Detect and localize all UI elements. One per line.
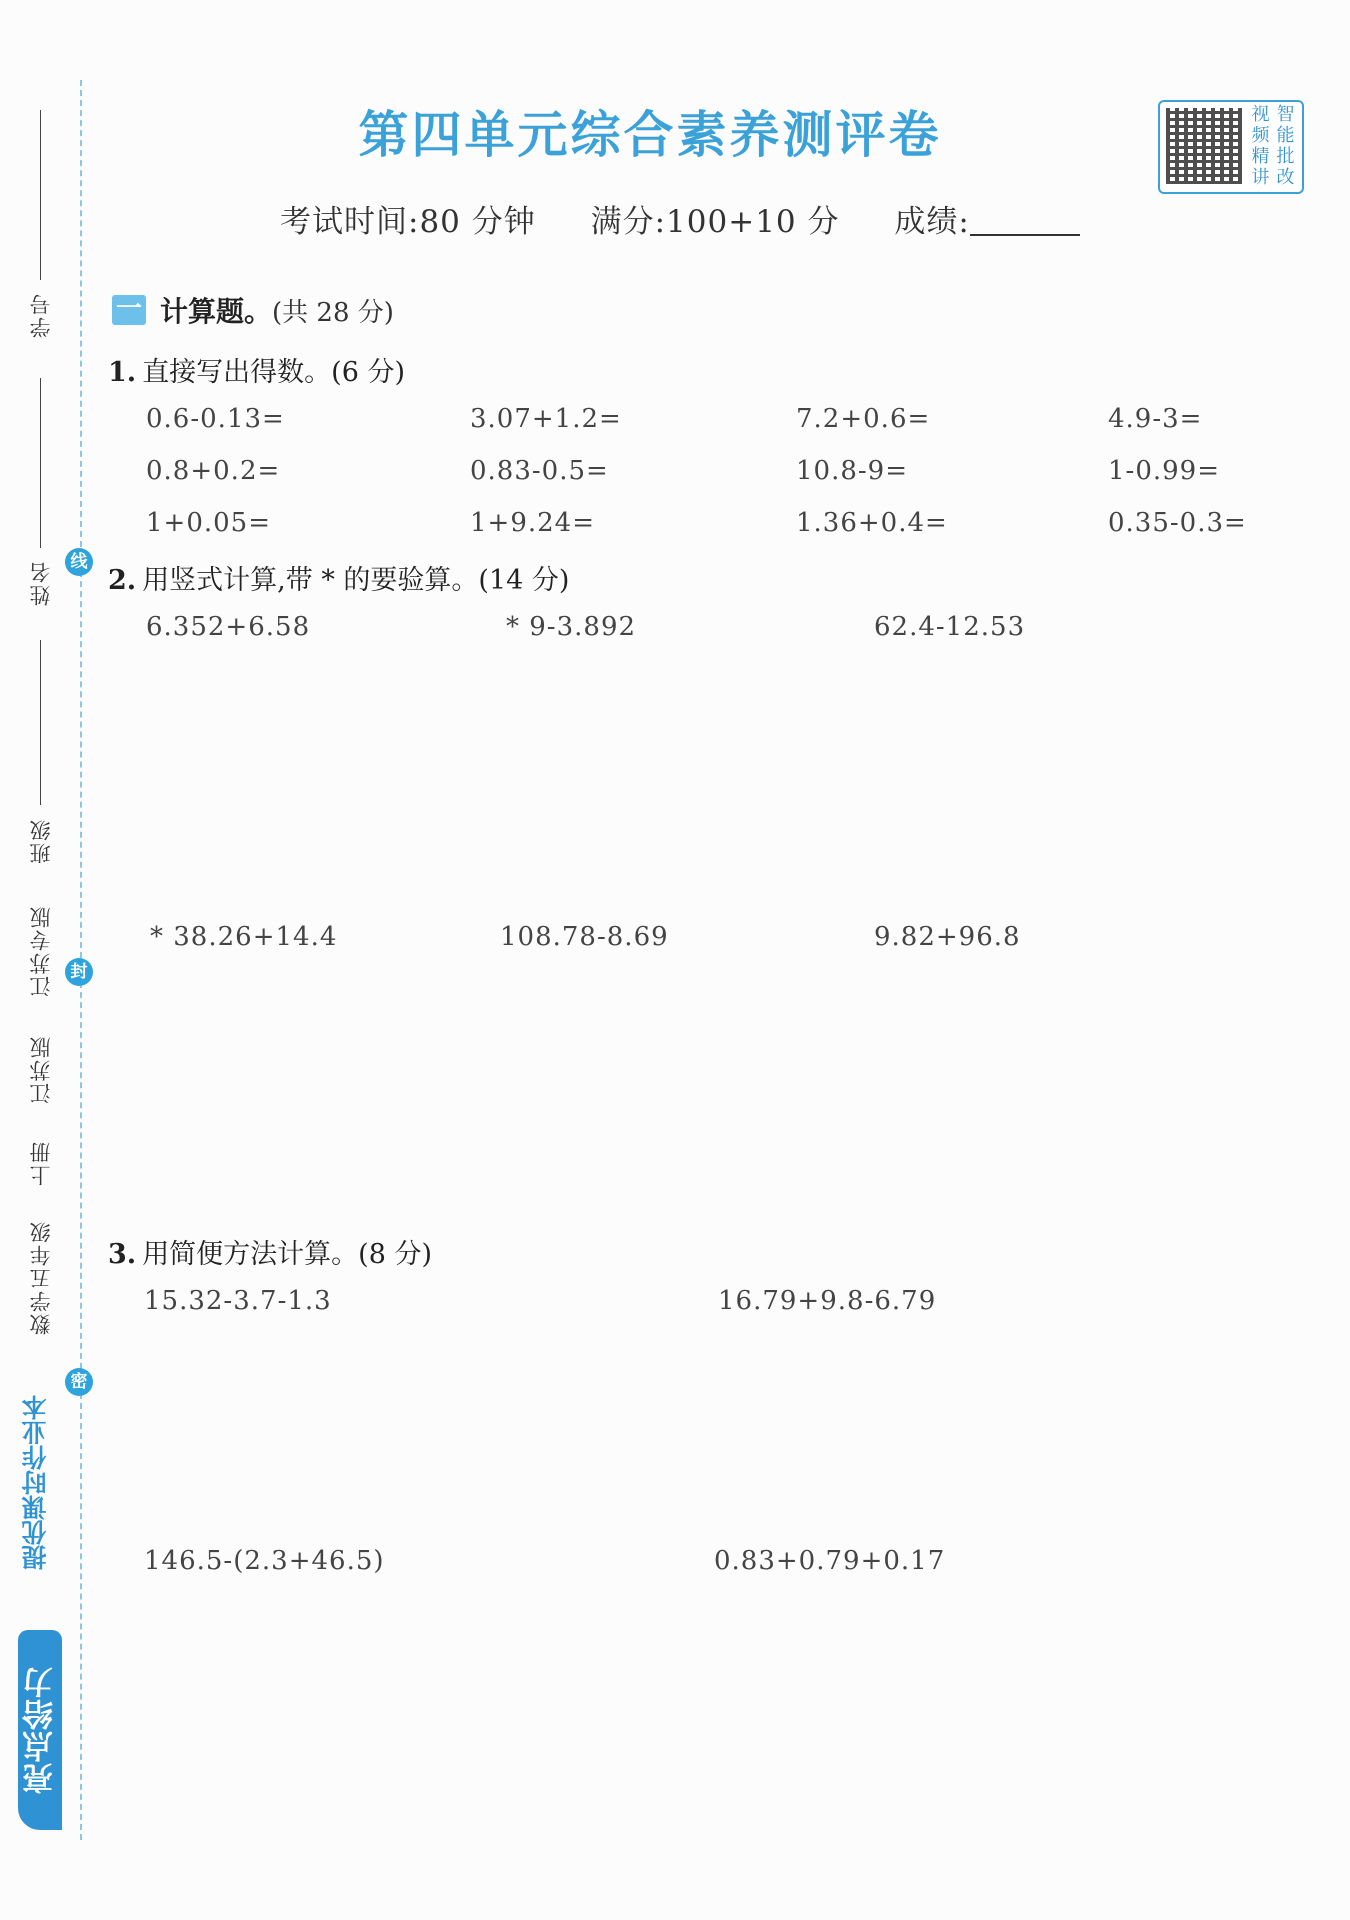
- qr-char: 能: [1276, 125, 1295, 146]
- question-text: 直接写出得数。(6 分): [142, 357, 406, 388]
- qr-char: 改: [1276, 167, 1295, 188]
- class-line: [40, 640, 41, 805]
- binding-mark-seal: 封: [65, 958, 93, 986]
- q1-item: 0.8+0.2=: [146, 456, 281, 486]
- section-number-badge: 一: [112, 295, 146, 325]
- question-text: 用简便方法计算。(8 分): [142, 1239, 433, 1270]
- q1-item: 10.8-9=: [796, 456, 909, 486]
- page-title: 第四单元综合素养测评卷: [358, 106, 942, 164]
- qr-char: 精: [1251, 146, 1270, 167]
- score-label: 成绩:: [894, 204, 970, 240]
- q2-item: 108.78-8.69: [500, 922, 669, 952]
- exam-time: 考试时间:80 分钟: [280, 204, 536, 240]
- q2-item: * 38.26+14.4: [150, 922, 338, 952]
- q3-item: 0.83+0.79+0.17: [714, 1546, 946, 1576]
- volume-label: 上册: [29, 1140, 53, 1186]
- q2-item: * 9-3.892: [506, 612, 637, 642]
- question-number: 3.: [108, 1239, 137, 1270]
- class-label: 班级: [29, 818, 53, 864]
- q2-item: 9.82+96.8: [874, 922, 1021, 952]
- qr-char: 视: [1251, 104, 1270, 125]
- series-label: 提优课时作业本: [21, 1395, 50, 1570]
- binding-mark-line: 线: [65, 548, 93, 576]
- q1-item: 1.36+0.4=: [796, 508, 948, 538]
- question-number: 2.: [108, 565, 137, 596]
- subject-label: 数学五年级: [29, 1220, 53, 1335]
- question-number: 1.: [108, 357, 137, 388]
- score-blank[interactable]: [970, 234, 1080, 236]
- q1-item: 1+0.05=: [146, 508, 272, 538]
- section-score: (共 28 分): [272, 297, 394, 328]
- edition-label-2: 江苏版: [29, 1035, 53, 1104]
- section-title: 计算题。: [160, 295, 273, 328]
- question-text: 用竖式计算,带 * 的要验算。(14 分): [142, 565, 570, 596]
- q1-item: 1+9.24=: [470, 508, 596, 538]
- binding-mark-secret: 密: [65, 1368, 93, 1396]
- q3-item: 16.79+9.8-6.79: [718, 1286, 937, 1316]
- section-heading: [112, 290, 394, 330]
- q2-item: 6.352+6.58: [146, 612, 311, 642]
- q1-item: 3.07+1.2=: [470, 404, 622, 434]
- name-line: [40, 378, 41, 548]
- question-1-heading: [108, 350, 405, 389]
- q1-item: 1-0.99=: [1108, 456, 1221, 486]
- name-label: 姓名: [29, 560, 53, 606]
- student-id-line: [40, 110, 41, 280]
- qr-char: 讲: [1251, 167, 1270, 188]
- question-3-heading: [108, 1232, 432, 1271]
- qr-caption: [1248, 104, 1298, 188]
- qr-char: 频: [1251, 125, 1270, 146]
- q1-item: 4.9-3=: [1108, 404, 1203, 434]
- q1-item: 0.6-0.13=: [146, 404, 285, 434]
- qr-code-icon[interactable]: [1166, 108, 1242, 184]
- q3-item: 146.5-(2.3+46.5): [144, 1546, 385, 1576]
- full-score: 满分:100+10 分: [590, 204, 840, 240]
- student-id-label: 学号: [29, 292, 53, 338]
- qr-char: 批: [1276, 146, 1295, 167]
- q1-item: 0.83-0.5=: [470, 456, 609, 486]
- brand-logo: 亮点给力: [23, 1666, 59, 1794]
- q1-item: 7.2+0.6=: [796, 404, 931, 434]
- qr-char: 智: [1276, 104, 1295, 125]
- q3-item: 15.32-3.7-1.3: [144, 1286, 332, 1316]
- q2-item: 62.4-12.53: [874, 612, 1026, 642]
- qr-code-panel[interactable]: [1158, 100, 1304, 194]
- exam-info: [280, 196, 1124, 241]
- edition-label-1: 江苏专版: [29, 905, 53, 997]
- q1-item: 0.35-0.3=: [1108, 508, 1247, 538]
- question-2-heading: [108, 558, 569, 597]
